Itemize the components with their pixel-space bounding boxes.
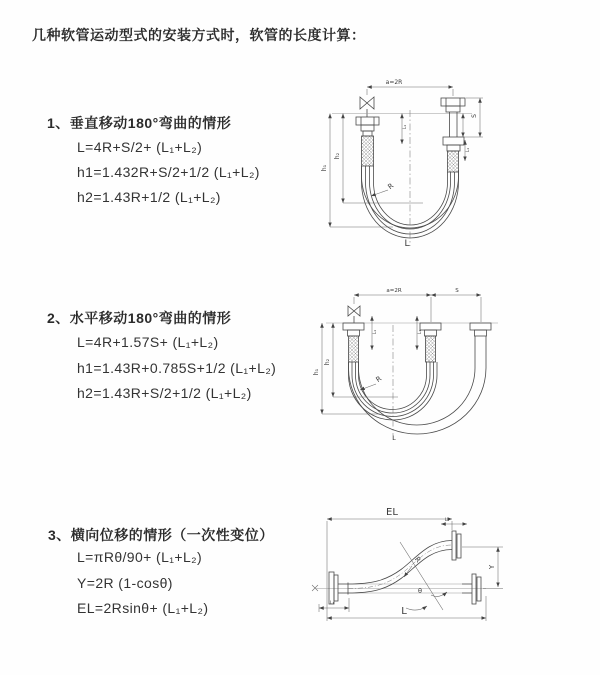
d2-label-l1-mid: L₁ (418, 329, 423, 335)
d2-label-l: L (392, 435, 396, 442)
d1-label-s: S (471, 114, 478, 118)
d1-dimension-h2 (334, 114, 423, 204)
d1-left-braided-hose (362, 136, 374, 166)
section-1-formula-h1: h1=1.432R+S/2+1/2 (L₁+L₂) (77, 164, 260, 180)
d2-dimension-a2r (354, 288, 481, 322)
d2-valve-icon (348, 306, 360, 323)
d3-upper-flange (452, 531, 461, 560)
d1-label-h1: h₁ (321, 164, 328, 172)
d2-label-s: S (455, 288, 459, 294)
d1-label-l1-right: L₁ (466, 147, 471, 153)
d1-label-a2r: a=2R (385, 79, 403, 86)
d2-middle-braided-hose (426, 336, 436, 362)
d2-left-braided-hose (349, 336, 359, 362)
d3-label-l: L (401, 606, 407, 617)
d2-label-a2r: a=2R (386, 288, 402, 294)
d3-label-el: EL (386, 507, 398, 518)
section-3-heading: 3、横向位移的情形（一次性变位） (48, 527, 274, 543)
d3-right-ghost-flange (462, 574, 481, 604)
section-1-formula-h2: h2=1.43R+1/2 (L₁+L₂) (77, 189, 221, 205)
d1-label-l1-left: L₁ (403, 124, 408, 130)
d2-middle-flange (420, 323, 441, 362)
d1-left-flange (356, 117, 379, 166)
d1-valve-icon (360, 97, 374, 117)
d1-label-r: R (386, 181, 396, 192)
d2-right-flange (470, 323, 491, 342)
d3-s-curve-hose (348, 541, 452, 594)
d1-right-braided-hose (448, 151, 459, 172)
d2-label-r: R (374, 374, 384, 385)
d3-dimension-el (327, 507, 452, 621)
diagram-lateral-displacement (300, 490, 600, 650)
d1-dimension-a2r (367, 79, 453, 96)
d1-label-l: L (404, 239, 410, 249)
d2-hose-loop-shifted (349, 342, 487, 434)
diagram-horizontal-180-bend (310, 280, 600, 460)
section-2-formula-h1: h1=1.43R+0.785S+1/2 (L₁+L₂) (77, 360, 277, 376)
section-3-formula-EL: EL=2Rsinθ+ (L₁+L₂) (77, 600, 209, 616)
d3-dimension-y (462, 547, 503, 589)
d1-right-fittings (441, 98, 465, 172)
d2-dimension-l1-mid (417, 316, 423, 350)
section-3-formula-Y: Y=2R (1-cosθ) (77, 575, 173, 591)
d1-label-h2: h₂ (334, 152, 341, 160)
d2-radius-callout (360, 375, 383, 390)
section-2-formula-L: L=4R+1.57S+ (L₁+L₂) (77, 334, 219, 350)
section-2-heading: 2、水平移动180°弯曲的情形 (47, 310, 232, 326)
d2-label-h1: h₁ (313, 368, 320, 376)
d2-dimension-l1-left (372, 316, 378, 350)
d2-left-flange (343, 323, 364, 362)
section-2-formula-h2: h2=1.43R+S/2+1/2 (L₁+L₂) (77, 385, 252, 401)
section-3-formula-L: L=πRθ/90+ (L₁+L₂) (77, 549, 203, 565)
d2-label-l1-left: L₁ (373, 329, 378, 335)
d3-label-y: Y (488, 564, 496, 570)
d3-label-l1-bottom: L₁ (329, 601, 335, 606)
d3-dimension-l (327, 596, 486, 621)
section-1-heading: 1、垂直移动180°弯曲的情形 (47, 115, 232, 131)
d1-dimension-l1-left (402, 114, 408, 145)
section-1-formula-L: L=4R+S/2+ (L₁+L₂) (77, 139, 203, 155)
d3-label-theta: θ (418, 587, 422, 595)
d3-label-l1-top: L₁ (444, 518, 450, 523)
d3-label-r: R (412, 555, 423, 565)
d3-dimension-l1-bottom (319, 598, 349, 612)
diagram-vertical-180-bend (310, 70, 600, 260)
d1-dimension-l1-right (465, 140, 471, 161)
d2-label-h2: h₂ (324, 358, 331, 366)
page-title: 几种软管运动型式的安装方式时，软管的长度计算： (32, 27, 366, 43)
d3-centerline-mark (312, 585, 318, 591)
d1-dimension-s (463, 98, 483, 137)
d3-dimension-l1-top (441, 517, 467, 524)
d3-left-flange (329, 572, 348, 604)
